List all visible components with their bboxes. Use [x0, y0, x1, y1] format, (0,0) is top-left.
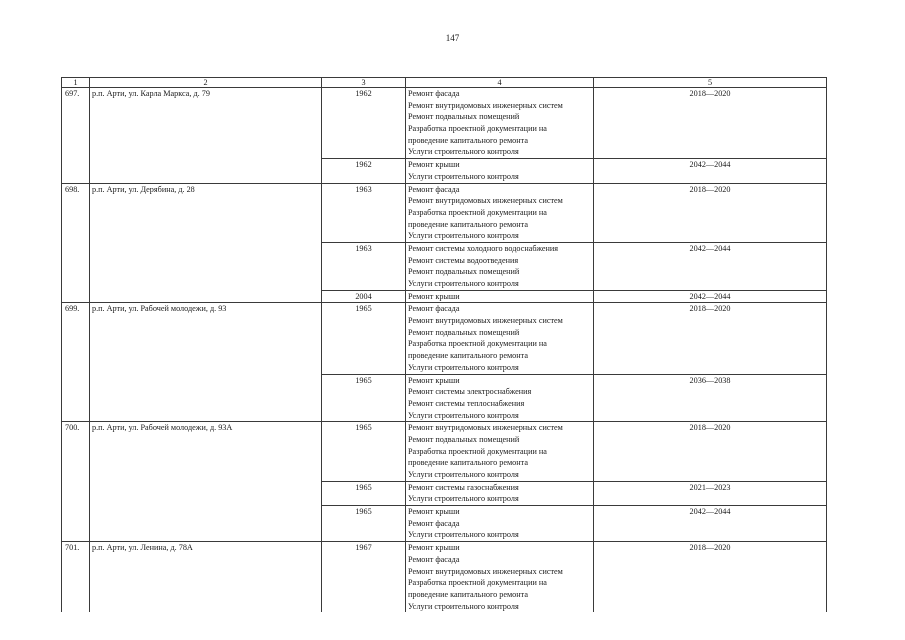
repair-schedule-table — [61, 77, 827, 612]
build-year: 1967 — [322, 542, 406, 613]
work-item: Ремонт крыши — [408, 375, 460, 385]
work-item: Услуги строительного контроля — [408, 530, 519, 540]
work-item: Ремонт фасада — [408, 89, 460, 98]
work-item: Разработка проектной документации на — [408, 578, 547, 588]
work-item: Ремонт системы газоснабжения — [408, 482, 519, 492]
work-item: Ремонт внутридомовых инженерных систем — [408, 566, 563, 576]
work-item: проведение капитального ремонта — [408, 589, 528, 599]
work-item: Ремонт внутридомовых инженерных систем — [408, 100, 563, 110]
table-row — [62, 422, 827, 481]
table-header-row — [62, 78, 827, 88]
work-item: Ремонт системы холодного водоснабжения — [408, 243, 559, 253]
planned-period: 2018—2020 — [594, 303, 827, 374]
work-item: Ремонт крыши — [408, 160, 460, 170]
work-item: Разработка проектной документации на — [408, 207, 547, 217]
work-item: Ремонт фасада — [408, 184, 460, 194]
work-item: Услуги строительного контроля — [408, 362, 519, 372]
work-item: Услуги строительного контроля — [408, 601, 519, 611]
table-row — [62, 303, 827, 374]
work-item: Ремонт внутридомовых инженерных систем — [408, 196, 563, 206]
entry-address: р.п. Арти, ул. Рабочей молодежи, д. 93 — [90, 303, 322, 422]
build-year: 1965 — [322, 303, 406, 374]
works-list — [406, 374, 594, 422]
works-list — [406, 242, 594, 290]
work-item: Ремонт фасада — [408, 554, 460, 564]
work-item: Услуги строительного контроля — [408, 147, 519, 157]
entry-number: 699. — [62, 303, 90, 422]
entry-number: 701. — [62, 542, 90, 613]
planned-period: 2018—2020 — [594, 422, 827, 481]
entry-address: р.п. Арти, ул. Ленина, д. 78А — [90, 542, 322, 613]
table-row — [62, 88, 827, 159]
work-item: проведение капитального ремонта — [408, 458, 528, 468]
work-item: Услуги строительного контроля — [408, 171, 519, 181]
header-cell-2: 2 — [90, 78, 322, 88]
work-item: Ремонт фасада — [408, 518, 460, 528]
work-item: Разработка проектной документации на — [408, 446, 547, 456]
work-item: Ремонт внутридомовых инженерных систем — [408, 316, 563, 326]
work-item: Ремонт крыши — [408, 507, 460, 517]
entry-address: р.п. Арти, ул. Рабочей молодежи, д. 93А — [90, 422, 322, 542]
work-item: Ремонт подвальных помещений — [408, 112, 520, 122]
entry-address: р.п. Арти, ул. Карла Маркса, д. 79 — [90, 88, 322, 184]
work-item: Ремонт системы водоотведения — [408, 255, 519, 265]
work-item: Разработка проектной документации на — [408, 339, 547, 349]
works-list — [406, 183, 594, 242]
table-row — [62, 183, 827, 242]
build-year: 1963 — [322, 183, 406, 242]
header-cell-4: 4 — [406, 78, 594, 88]
works-list — [406, 159, 594, 183]
work-item: Ремонт внутридомовых инженерных систем — [408, 423, 563, 433]
work-item: проведение капитального ремонта — [408, 219, 528, 229]
entry-number: 700. — [62, 422, 90, 542]
header-cell-1: 1 — [62, 78, 90, 88]
works-list — [406, 542, 594, 613]
build-year: 1965 — [322, 506, 406, 542]
planned-period: 2036—2038 — [594, 374, 827, 422]
planned-period: 2042—2044 — [594, 242, 827, 290]
planned-period: 2042—2044 — [594, 159, 827, 183]
planned-period: 2042—2044 — [594, 290, 827, 303]
work-item: проведение капитального ремонта — [408, 351, 528, 361]
page-number: 147 — [445, 33, 460, 43]
work-item: Услуги строительного контроля — [408, 470, 519, 480]
build-year: 2004 — [322, 290, 406, 303]
build-year: 1965 — [322, 481, 406, 505]
work-item: Ремонт системы электроснабжения — [408, 387, 532, 397]
works-list — [406, 303, 594, 374]
works-list — [406, 290, 594, 303]
header-cell-5: 5 — [594, 78, 827, 88]
planned-period: 2018—2020 — [594, 88, 827, 159]
work-item: Услуги строительного контроля — [408, 410, 519, 420]
planned-period: 2018—2020 — [594, 542, 827, 613]
entry-number: 698. — [62, 183, 90, 303]
planned-period: 2021—2023 — [594, 481, 827, 505]
works-list — [406, 88, 594, 159]
works-list — [406, 481, 594, 505]
work-item: Ремонт системы теплоснабжения — [408, 398, 525, 408]
planned-period: 2018—2020 — [594, 183, 827, 242]
entry-address: р.п. Арти, ул. Дерябина, д. 28 — [90, 183, 322, 303]
build-year: 1965 — [322, 374, 406, 422]
work-item: Ремонт фасада — [408, 304, 460, 314]
work-item: Услуги строительного контроля — [408, 494, 519, 504]
work-item: Ремонт крыши — [408, 291, 460, 301]
build-year: 1965 — [322, 422, 406, 481]
entry-number: 697. — [62, 88, 90, 184]
planned-period: 2042—2044 — [594, 506, 827, 542]
build-year: 1962 — [322, 88, 406, 159]
works-list — [406, 422, 594, 481]
work-item: Ремонт подвальных помещений — [408, 327, 520, 337]
table-row — [62, 542, 827, 613]
work-item: Ремонт крыши — [408, 543, 460, 553]
works-list — [406, 506, 594, 542]
work-item: Услуги строительного контроля — [408, 279, 519, 288]
build-year: 1962 — [322, 159, 406, 183]
work-item: Услуги строительного контроля — [408, 231, 519, 241]
header-cell-3: 3 — [322, 78, 406, 88]
work-item: Разработка проектной документации на — [408, 124, 547, 134]
work-item: Ремонт подвальных помещений — [408, 267, 520, 277]
work-item: Ремонт подвальных помещений — [408, 434, 520, 444]
build-year: 1963 — [322, 242, 406, 290]
work-item: проведение капитального ремонта — [408, 135, 528, 145]
